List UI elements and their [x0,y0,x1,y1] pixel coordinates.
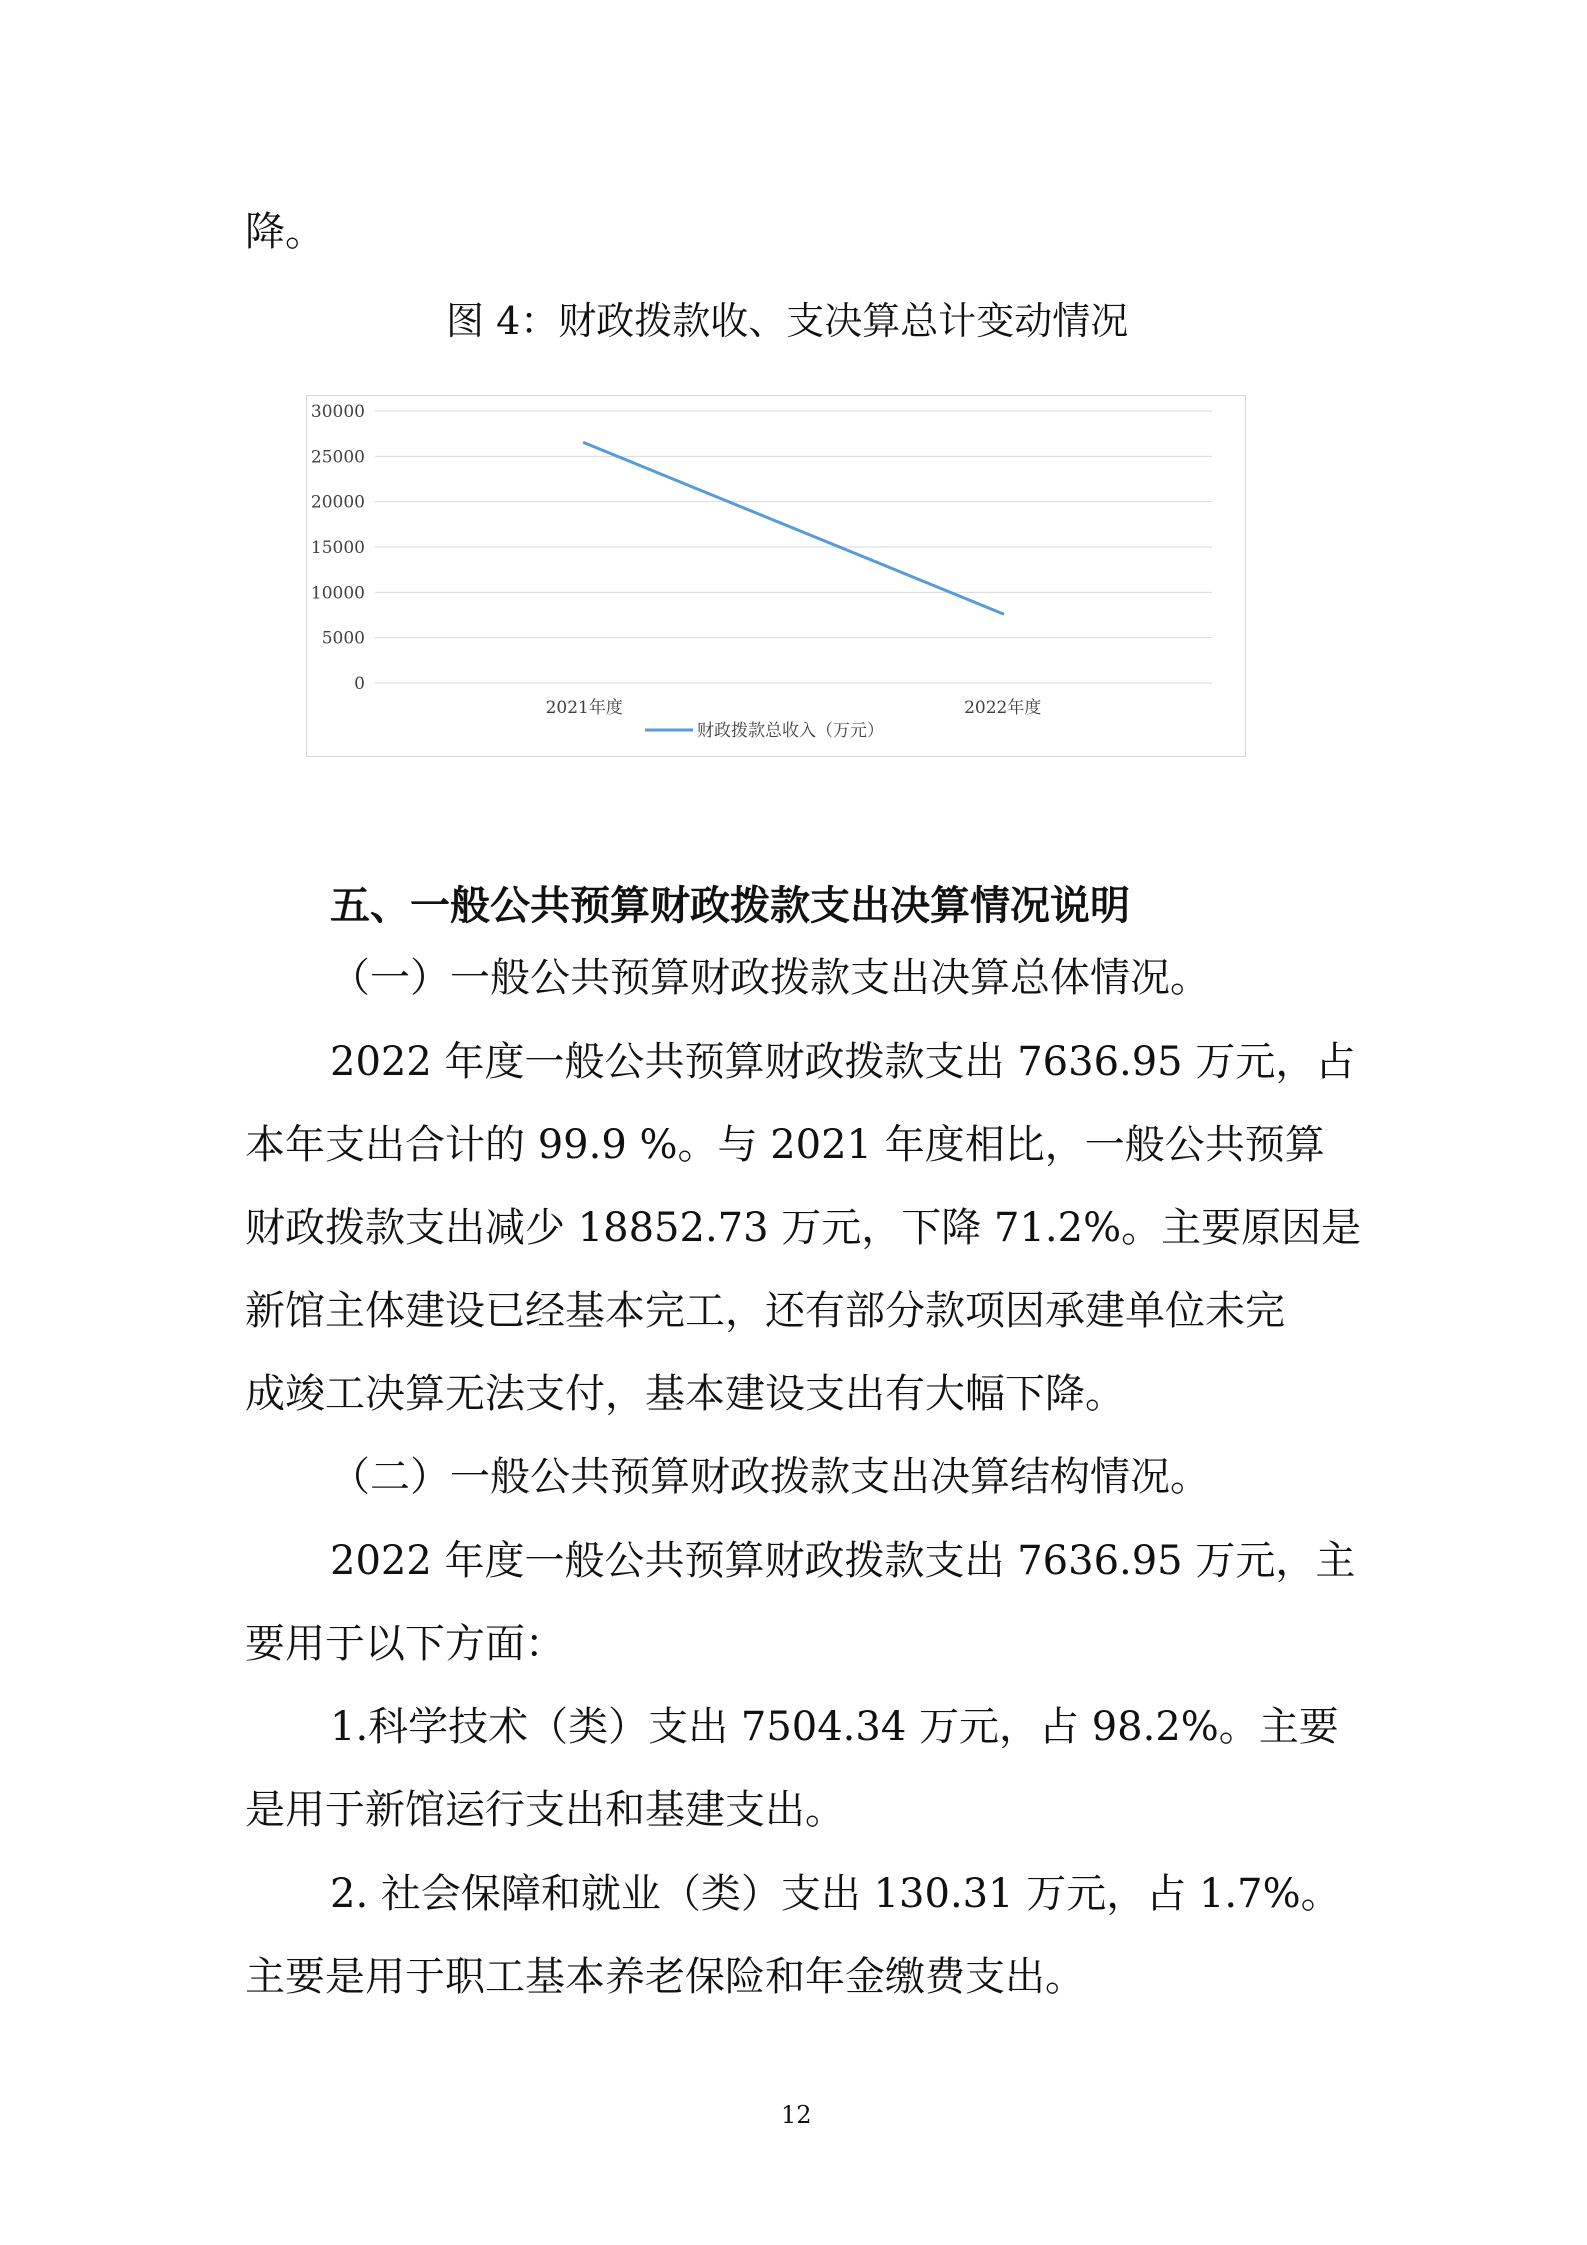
page-number: 12 [781,2101,812,2129]
item-1-line-2: 是用于新馆运行支出和基建支出。 [245,1787,845,1833]
paragraph-1-line-3: 财政拨款支出减少 18852.73 万元，下降 71.2%。主要原因是 [245,1205,1362,1251]
line-chart [306,395,1246,757]
section-heading: 五、一般公共预算财政拨款支出决算情况说明 [330,883,1130,929]
figure-caption: 图 4：财政拨款收、支决算总计变动情况 [446,299,1129,343]
paragraph-1-line-5: 成竣工决算无法支付，基本建设支出有大幅下降。 [245,1371,1125,1417]
legend-label: 财政拨款总收入（万元） [697,721,884,741]
series-line [584,443,1003,614]
x-tick-label: 2021年度 [545,698,623,718]
data-point [583,441,586,444]
item-2-line-2: 主要是用于职工基本养老保险和年金缴费支出。 [245,1954,1085,2000]
paragraph-1-line-4: 新馆主体建设已经基本完工，还有部分款项因承建单位未完 [245,1288,1285,1334]
y-tick-label: 25000 [310,447,365,468]
data-point [1001,612,1004,615]
y-tick-label: 5000 [321,628,365,649]
y-tick-label: 10000 [310,583,365,604]
item-1-line-1: 1.科学技术（类）支出 7504.34 万元，占 98.2%。主要 [330,1704,1339,1750]
chart-canvas [307,396,1247,758]
item-2-line-1: 2. 社会保障和就业（类）支出 130.31 万元，占 1.7%。 [330,1871,1341,1917]
paragraph-1-line-1: 2022 年度一般公共预算财政拨款支出 7636.95 万元，占 [330,1039,1356,1085]
subsection-heading-2: （二）一般公共预算财政拨款支出决算结构情况。 [330,1454,1210,1500]
y-tick-label: 15000 [310,538,365,558]
x-tick-label: 2022年度 [964,698,1042,718]
y-tick-label: 20000 [310,492,365,513]
paragraph-1-line-2: 本年支出合计的 99.9 %。与 2021 年度相比，一般公共预算 [245,1122,1325,1168]
previous-paragraph-tail: 降。 [245,209,325,255]
paragraph-2-line-1: 2022 年度一般公共预算财政拨款支出 7636.95 万元，主 [330,1538,1356,1584]
y-tick-label: 0 [354,674,365,694]
y-tick-label: 30000 [310,402,365,422]
paragraph-2-line-2: 要用于以下方面： [245,1621,565,1667]
subsection-heading-1: （一）一般公共预算财政拨款支出决算总体情况。 [330,955,1210,1001]
